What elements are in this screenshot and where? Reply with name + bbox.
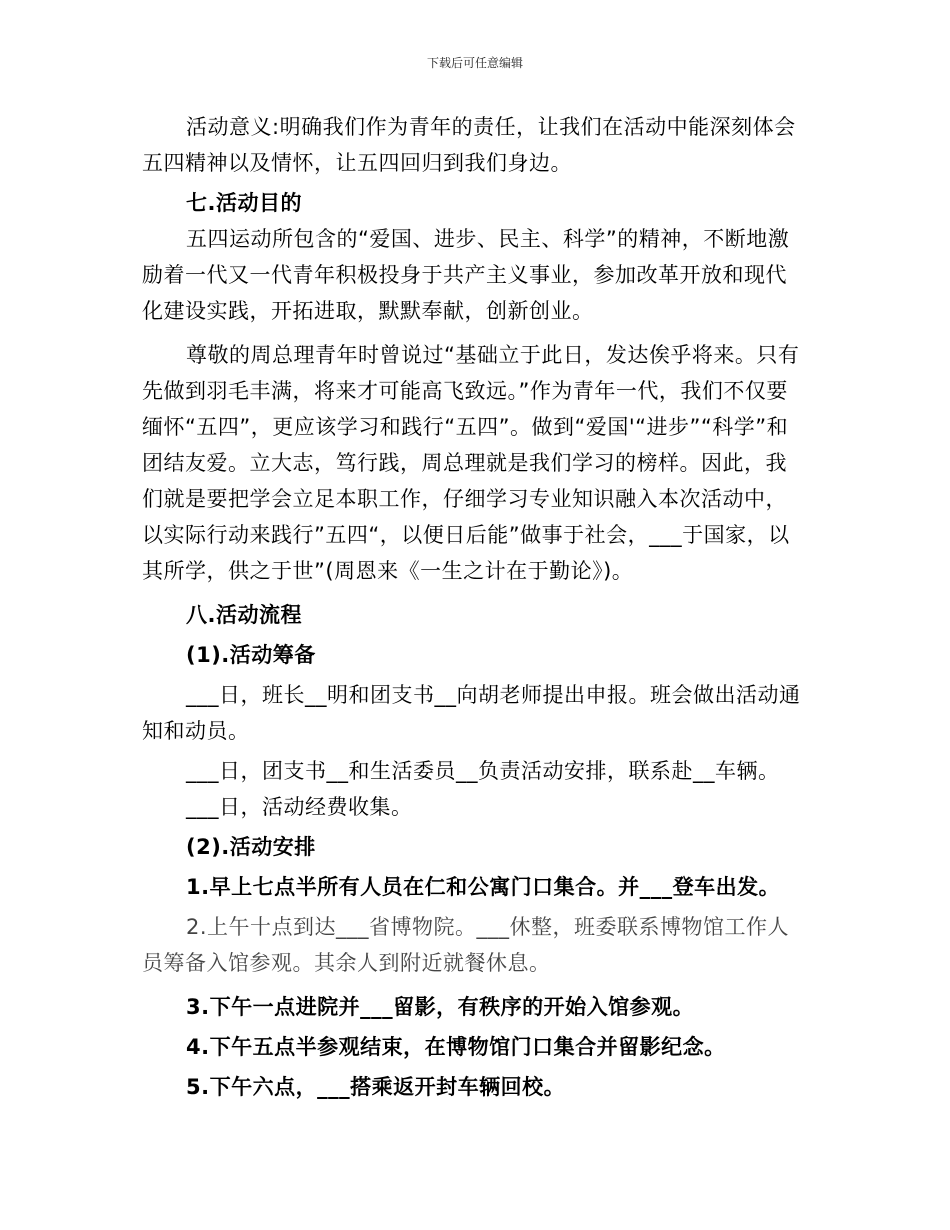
subsection-heading-arrangement: (2).活动安排 [186,835,316,859]
subsection-heading-preparation: (1).活动筹备 [186,643,316,667]
header-note: 下载后可任意编辑 [426,56,523,70]
paragraph-goal-1: 五四运动所包含的“爱国、进步、民主、科学”的精神，不断地激励着一代又一代青年积极投身于共产主义事业，参加改革开放和现代化建设实践，开拓进取，默默奉献，创新创业。 [142,227,790,323]
preparation-item-1: ___日，班长__明和团支书__向胡老师提出申报。班会做出活动通知和动员。 [142,683,801,743]
arrangement-item-1: 1.早上七点半所有人员在仁和公寓门口集合。并___登车出发。 [186,875,781,899]
preparation-item-3: ___日，活动经费收集。 [186,795,413,819]
arrangement-item-2: 2.上午十点到达___省博物院。___休整，班委联系博物馆工作人员筹备入馆参观。其余人到附近就餐休息。 [142,915,790,975]
section-heading-8: 八.活动流程 [186,603,302,627]
arrangement-item-3: 3.下午一点进院并___留影，有秩序的开始入馆参观。 [186,995,695,1019]
arrangement-item-4: 4.下午五点半参观结束，在博物馆门口集合并留影纪念。 [186,1035,726,1059]
paragraph-goal-2: 尊敬的周总理青年时曾说过“基础立于此日，发达俟乎将来。只有先做到羽毛丰满，将来才可能高飞致远。”作为青年一代，我们不仅要缅怀“五四”，更应该学习和践行“五四”。做到“爱国'“进步”“科学”和团结友爱。立大志，笃行践，周总理就是我们学习的榜样。因此，我们就是要把学会立足本职工作，仔细学习专业知识融入本次活动中，以实际行动来践行”五四“，以便日后能”做事于社会，___于国家，以其所学，供之于世”(周恩来《一生之计在于勤论》)。 [142,343,800,583]
preparation-item-2: ___日，团支书__和生活委员__负责活动安排，联系赴__车辆。 [186,759,780,783]
paragraph-significance: 活动意义:明确我们作为青年的责任，让我们在活动中能深刻体会五四精神以及情怀，让五四回归到我们身边。 [142,115,796,175]
arrangement-item-5: 5.下午六点，___搭乘返开封车辆回校。 [186,1075,566,1099]
document-body [142,109,808,1105]
section-heading-7: 七.活动目的 [186,191,302,215]
